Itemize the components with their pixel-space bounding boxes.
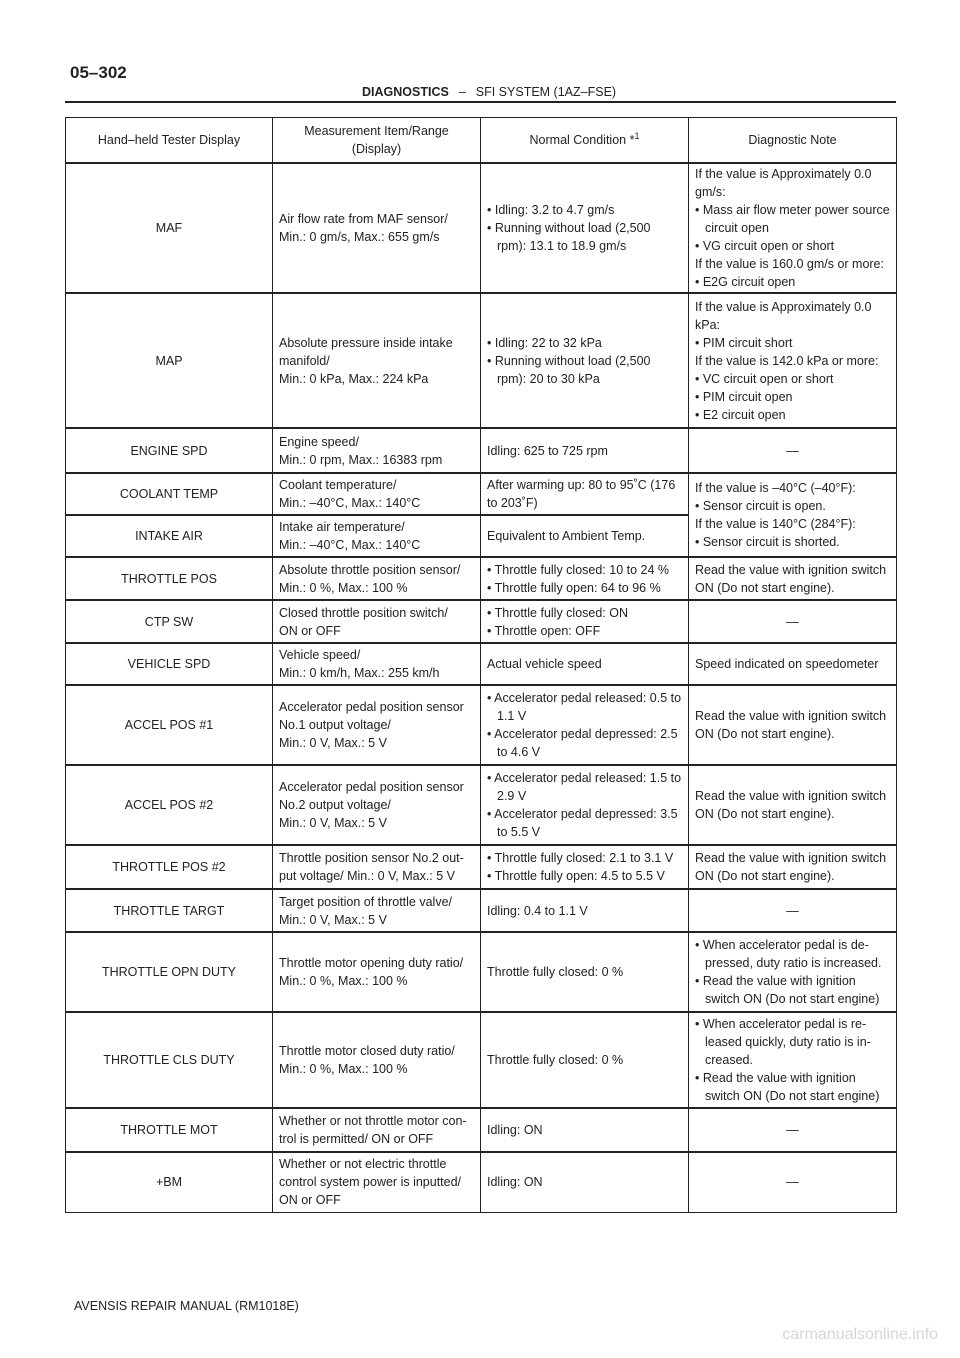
table-header-row [66, 118, 897, 164]
measurement-item: Air flow rate from MAF sensor/ Min.: 0 gm/s, Max.: 655 gm/s [273, 163, 481, 293]
diagnostic-note: — [689, 428, 897, 473]
normal-condition: • Idling: 3.2 to 4.7 gm/s • Running without load (2,500 rpm): 13.1 to 18.9 gm/s [481, 163, 689, 293]
normal-condition: Idling: ON [481, 1152, 689, 1212]
tester-display: THROTTLE MOT [66, 1108, 273, 1152]
table-row [66, 1152, 897, 1212]
measurement-item: Closed throttle position switch/ ON or OFF [273, 600, 481, 643]
normal-condition: • Throttle fully closed: 10 to 24 % • Throttle fully open: 64 to 96 % [481, 557, 689, 600]
measurement-item: Absolute pressure inside intake manifold/ Min.: 0 kPa, Max.: 224 kPa [273, 293, 481, 428]
diagnostic-note: Speed indicated on speedometer [689, 643, 897, 685]
measurement-item: Accelerator pedal position sensor No.1 output voltage/ Min.: 0 V, Max.: 5 V [273, 685, 481, 765]
footnote-marker: 1 [634, 130, 640, 141]
diagnostic-note: If the value is –40°C (–40°F): • Sensor circuit is open. If the value is 140°C (284°F): • Sensor circuit is shorted. [689, 473, 897, 557]
table-row [66, 765, 897, 845]
header-normal-condition: Normal Condition *$^1$ [481, 118, 689, 164]
tester-display: INTAKE AIR [66, 515, 273, 557]
tester-display: COOLANT TEMP [66, 473, 273, 515]
diagnostic-note: — [689, 889, 897, 932]
diagnostic-note: If the value is Approximately 0.0 gm/s: • Mass air flow meter power source circuit open • VG circuit open or short If the value is 160.0 gm/s or more: • E2G circuit open [689, 163, 897, 293]
table-row [66, 845, 897, 889]
measurement-item: Throttle motor closed duty ratio/ Min.: 0 %, Max.: 100 % [273, 1012, 481, 1108]
normal-condition: • Throttle fully closed: 2.1 to 3.1 V • Throttle fully open: 4.5 to 5.5 V [481, 845, 689, 889]
measurement-item: Accelerator pedal position sensor No.2 output voltage/ Min.: 0 V, Max.: 5 V [273, 765, 481, 845]
diagnostic-note: — [689, 1152, 897, 1212]
tester-display: ACCEL POS #1 [66, 685, 273, 765]
page-number: 05–302 [70, 63, 127, 82]
diagnostic-note: If the value is Approximately 0.0 kPa: • PIM circuit short If the value is 142.0 kPa or more: • VC circuit open or short • PIM circuit open • E2 circuit open [689, 293, 897, 428]
page-footer: AVENSIS REPAIR MANUAL (RM1018E) [74, 1299, 299, 1313]
measurement-item: Target position of throttle valve/ Min.: 0 V, Max.: 5 V [273, 889, 481, 932]
normal-condition: • Throttle fully closed: ON • Throttle open: OFF [481, 600, 689, 643]
diagnostic-note: — [689, 600, 897, 643]
normal-condition: Idling: ON [481, 1108, 689, 1152]
table-row [66, 1108, 897, 1152]
watermark: carmanualsonline.info [782, 1326, 938, 1343]
measurement-item: Throttle position sensor No.2 out-put voltage/ Min.: 0 V, Max.: 5 V [273, 845, 481, 889]
header-rule [65, 101, 896, 103]
table-row [66, 889, 897, 932]
header-diagnostic-note: Diagnostic Note [689, 118, 897, 164]
diagnostic-note: • When accelerator pedal is de-pressed, duty ratio is increased. • Read the value with ignition switch ON (Do not start engine) [689, 932, 897, 1012]
normal-condition: Idling: 0.4 to 1.1 V [481, 889, 689, 932]
data-list-table [65, 117, 897, 1213]
tester-display: ACCEL POS #2 [66, 765, 273, 845]
table-row [66, 428, 897, 473]
measurement-item: Coolant temperature/ Min.: –40°C, Max.: 140°C [273, 473, 481, 515]
measurement-item: Engine speed/ Min.: 0 rpm, Max.: 16383 rpm [273, 428, 481, 473]
normal-condition: • Accelerator pedal released: 0.5 to 1.1 V • Accelerator pedal depressed: 2.5 to 4.6 V [481, 685, 689, 765]
tester-display: THROTTLE OPN DUTY [66, 932, 273, 1012]
table-row [66, 163, 897, 293]
tester-display: CTP SW [66, 600, 273, 643]
normal-condition: Idling: 625 to 725 rpm [481, 428, 689, 473]
tester-display: THROTTLE POS [66, 557, 273, 600]
section-title: DIAGNOSTICS [362, 85, 449, 99]
table-row [66, 1012, 897, 1108]
table-row [66, 932, 897, 1012]
normal-condition: Actual vehicle speed [481, 643, 689, 685]
header-tester-display: Hand–held Tester Display [66, 118, 273, 164]
measurement-item: Whether or not electric throttle control system power is inputted/ ON or OFF [273, 1152, 481, 1212]
measurement-item: Whether or not throttle motor con-trol is permitted/ ON or OFF [273, 1108, 481, 1152]
measurement-item: Throttle motor opening duty ratio/ Min.: 0 %, Max.: 100 % [273, 932, 481, 1012]
subsection-title: SFI SYSTEM (1AZ–FSE) [475, 85, 617, 99]
page-header [362, 85, 616, 99]
normal-condition: Throttle fully closed: 0 % [481, 1012, 689, 1108]
tester-display: MAP [66, 293, 273, 428]
normal-condition: After warming up: 80 to 95˚C (176 to 203˚F) [481, 473, 689, 515]
tester-display: ENGINE SPD [66, 428, 273, 473]
diagnostic-note: • When accelerator pedal is re-leased quickly, duty ratio is in-creased. • Read the value with ignition switch ON (Do not start engine) [689, 1012, 897, 1108]
tester-display: THROTTLE TARGT [66, 889, 273, 932]
tester-display: +BM [66, 1152, 273, 1212]
measurement-item: Intake air temperature/ Min.: –40°C, Max.: 140°C [273, 515, 481, 557]
diagnostic-note: Read the value with ignition switch ON (Do not start engine). [689, 765, 897, 845]
diagnostic-note: Read the value with ignition switch ON (Do not start engine). [689, 685, 897, 765]
normal-condition: Throttle fully closed: 0 % [481, 932, 689, 1012]
normal-condition: • Idling: 22 to 32 kPa • Running without load (2,500 rpm): 20 to 30 kPa [481, 293, 689, 428]
table-row [66, 643, 897, 685]
tester-display: MAF [66, 163, 273, 293]
normal-condition: Equivalent to Ambient Temp. [481, 515, 689, 557]
diagnostic-note: Read the value with ignition switch ON (Do not start engine). [689, 557, 897, 600]
tester-display: THROTTLE POS #2 [66, 845, 273, 889]
diagnostic-note: — [689, 1108, 897, 1152]
measurement-item: Absolute throttle position sensor/ Min.: 0 %, Max.: 100 % [273, 557, 481, 600]
table-row [66, 293, 897, 428]
table-row [66, 473, 897, 515]
tester-display: THROTTLE CLS DUTY [66, 1012, 273, 1108]
table-row [66, 600, 897, 643]
tester-display: VEHICLE SPD [66, 643, 273, 685]
header-measurement-item: Measurement Item/Range (Display) [273, 118, 481, 164]
table-row [66, 557, 897, 600]
measurement-item: Vehicle speed/ Min.: 0 km/h, Max.: 255 km/h [273, 643, 481, 685]
header-dash: – [458, 85, 466, 99]
table-row [66, 685, 897, 765]
normal-condition: • Accelerator pedal released: 1.5 to 2.9 V • Accelerator pedal depressed: 3.5 to 5.5 V [481, 765, 689, 845]
diagnostic-note: Read the value with ignition switch ON (Do not start engine). [689, 845, 897, 889]
